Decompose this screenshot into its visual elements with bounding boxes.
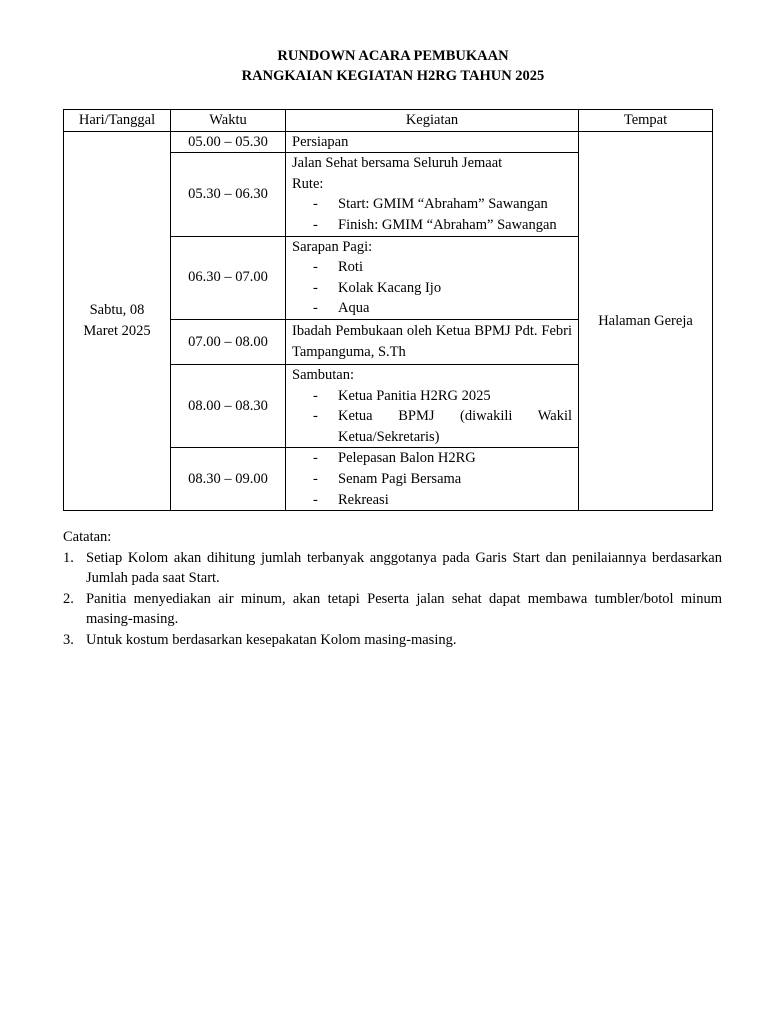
activity-list-item: - Ketua Panitia H2RG 2025 — [292, 386, 572, 407]
activity-text: Ibadah Pembukaan oleh Ketua BPMJ Pdt. Febri Tampanguma, S.Th — [292, 323, 572, 360]
table-header-row — [64, 110, 713, 132]
activity-list-item: - Senam Pagi Bersama — [292, 469, 572, 490]
date-line: Sabtu, 08 — [89, 302, 145, 319]
title-line-2: RANGKAIAN KEGIATAN H2RG TAHUN 2025 — [241, 68, 545, 84]
activity-text: Sarapan Pagi: — [292, 238, 373, 255]
table-body — [64, 131, 713, 511]
time-cell: 05.30 – 06.30 — [171, 153, 286, 236]
place-cell: Halaman Gereja — [579, 131, 713, 511]
note-text: Panitia menyediakan air minum, akan tetapi Peserta jalan sehat dapat membawa tumbler/botol minum masing-masing. — [86, 590, 722, 628]
note-number: 1. — [63, 549, 74, 566]
time-cell: 06.30 – 07.00 — [171, 236, 286, 319]
time-cell: 08.00 – 08.30 — [171, 364, 286, 447]
notes-heading: Catatan: — [63, 529, 112, 545]
document-title — [0, 46, 768, 86]
header-activity: Kegiatan — [286, 110, 579, 132]
header-time: Waktu — [171, 110, 286, 132]
activity-list-item: - Finish: GMIM “Abraham” Sawangan — [292, 215, 572, 236]
activity-list-item: - Start: GMIM “Abraham” Sawangan — [292, 194, 572, 215]
time-cell: 05.00 – 05.30 — [171, 131, 286, 153]
note-number: 2. — [63, 590, 74, 607]
title-line-1: RUNDOWN ACARA PEMBUKAAN — [277, 48, 509, 64]
note-item — [63, 589, 722, 630]
activity-list-item: - Rekreasi — [292, 490, 572, 511]
notes-list — [63, 548, 722, 651]
activity-text: Jalan Sehat bersama Seluruh Jemaat — [292, 155, 503, 172]
activity-list-item: - Kolak Kacang Ijo — [292, 278, 572, 299]
day-date-cell — [64, 131, 171, 511]
activity-cell — [286, 448, 579, 511]
notes-section — [63, 527, 722, 651]
activity-cell — [286, 364, 579, 447]
activity-text: Persiapan — [292, 133, 349, 150]
activity-text: Rute: — [292, 175, 324, 192]
time-cell: 07.00 – 08.00 — [171, 319, 286, 364]
note-item — [63, 548, 722, 589]
activity-list-item: - Roti — [292, 257, 572, 278]
table-row — [64, 131, 713, 153]
rundown-table — [63, 109, 713, 511]
date-line: Maret 2025 — [83, 322, 151, 339]
activity-cell — [286, 236, 579, 319]
activity-list — [292, 194, 572, 235]
note-item — [63, 630, 722, 651]
activity-list-item: - Ketua BPMJ (diwakili Wakil Ketua/Sekretaris) — [292, 406, 572, 447]
activity-list — [292, 257, 572, 319]
activity-cell — [286, 319, 579, 364]
activity-list-item: - Pelepasan Balon H2RG — [292, 448, 572, 469]
header-day-date: Hari/Tanggal — [64, 110, 171, 132]
note-number: 3. — [63, 631, 74, 648]
activity-text: Sambutan: — [292, 366, 355, 383]
activity-list — [292, 386, 572, 448]
note-text: Untuk kostum berdasarkan kesepakatan Kolom masing-masing. — [86, 631, 457, 648]
activity-cell — [286, 153, 579, 236]
note-text: Setiap Kolom akan dihitung jumlah terbanyak anggotanya pada Garis Start dan penilaiannya berdasarkan Jumlah pada saat Start. — [86, 549, 722, 587]
header-place: Tempat — [579, 110, 713, 132]
time-cell: 08.30 – 09.00 — [171, 448, 286, 511]
activity-list-item: - Aqua — [292, 298, 572, 319]
activity-list — [292, 448, 572, 510]
activity-cell — [286, 131, 579, 153]
